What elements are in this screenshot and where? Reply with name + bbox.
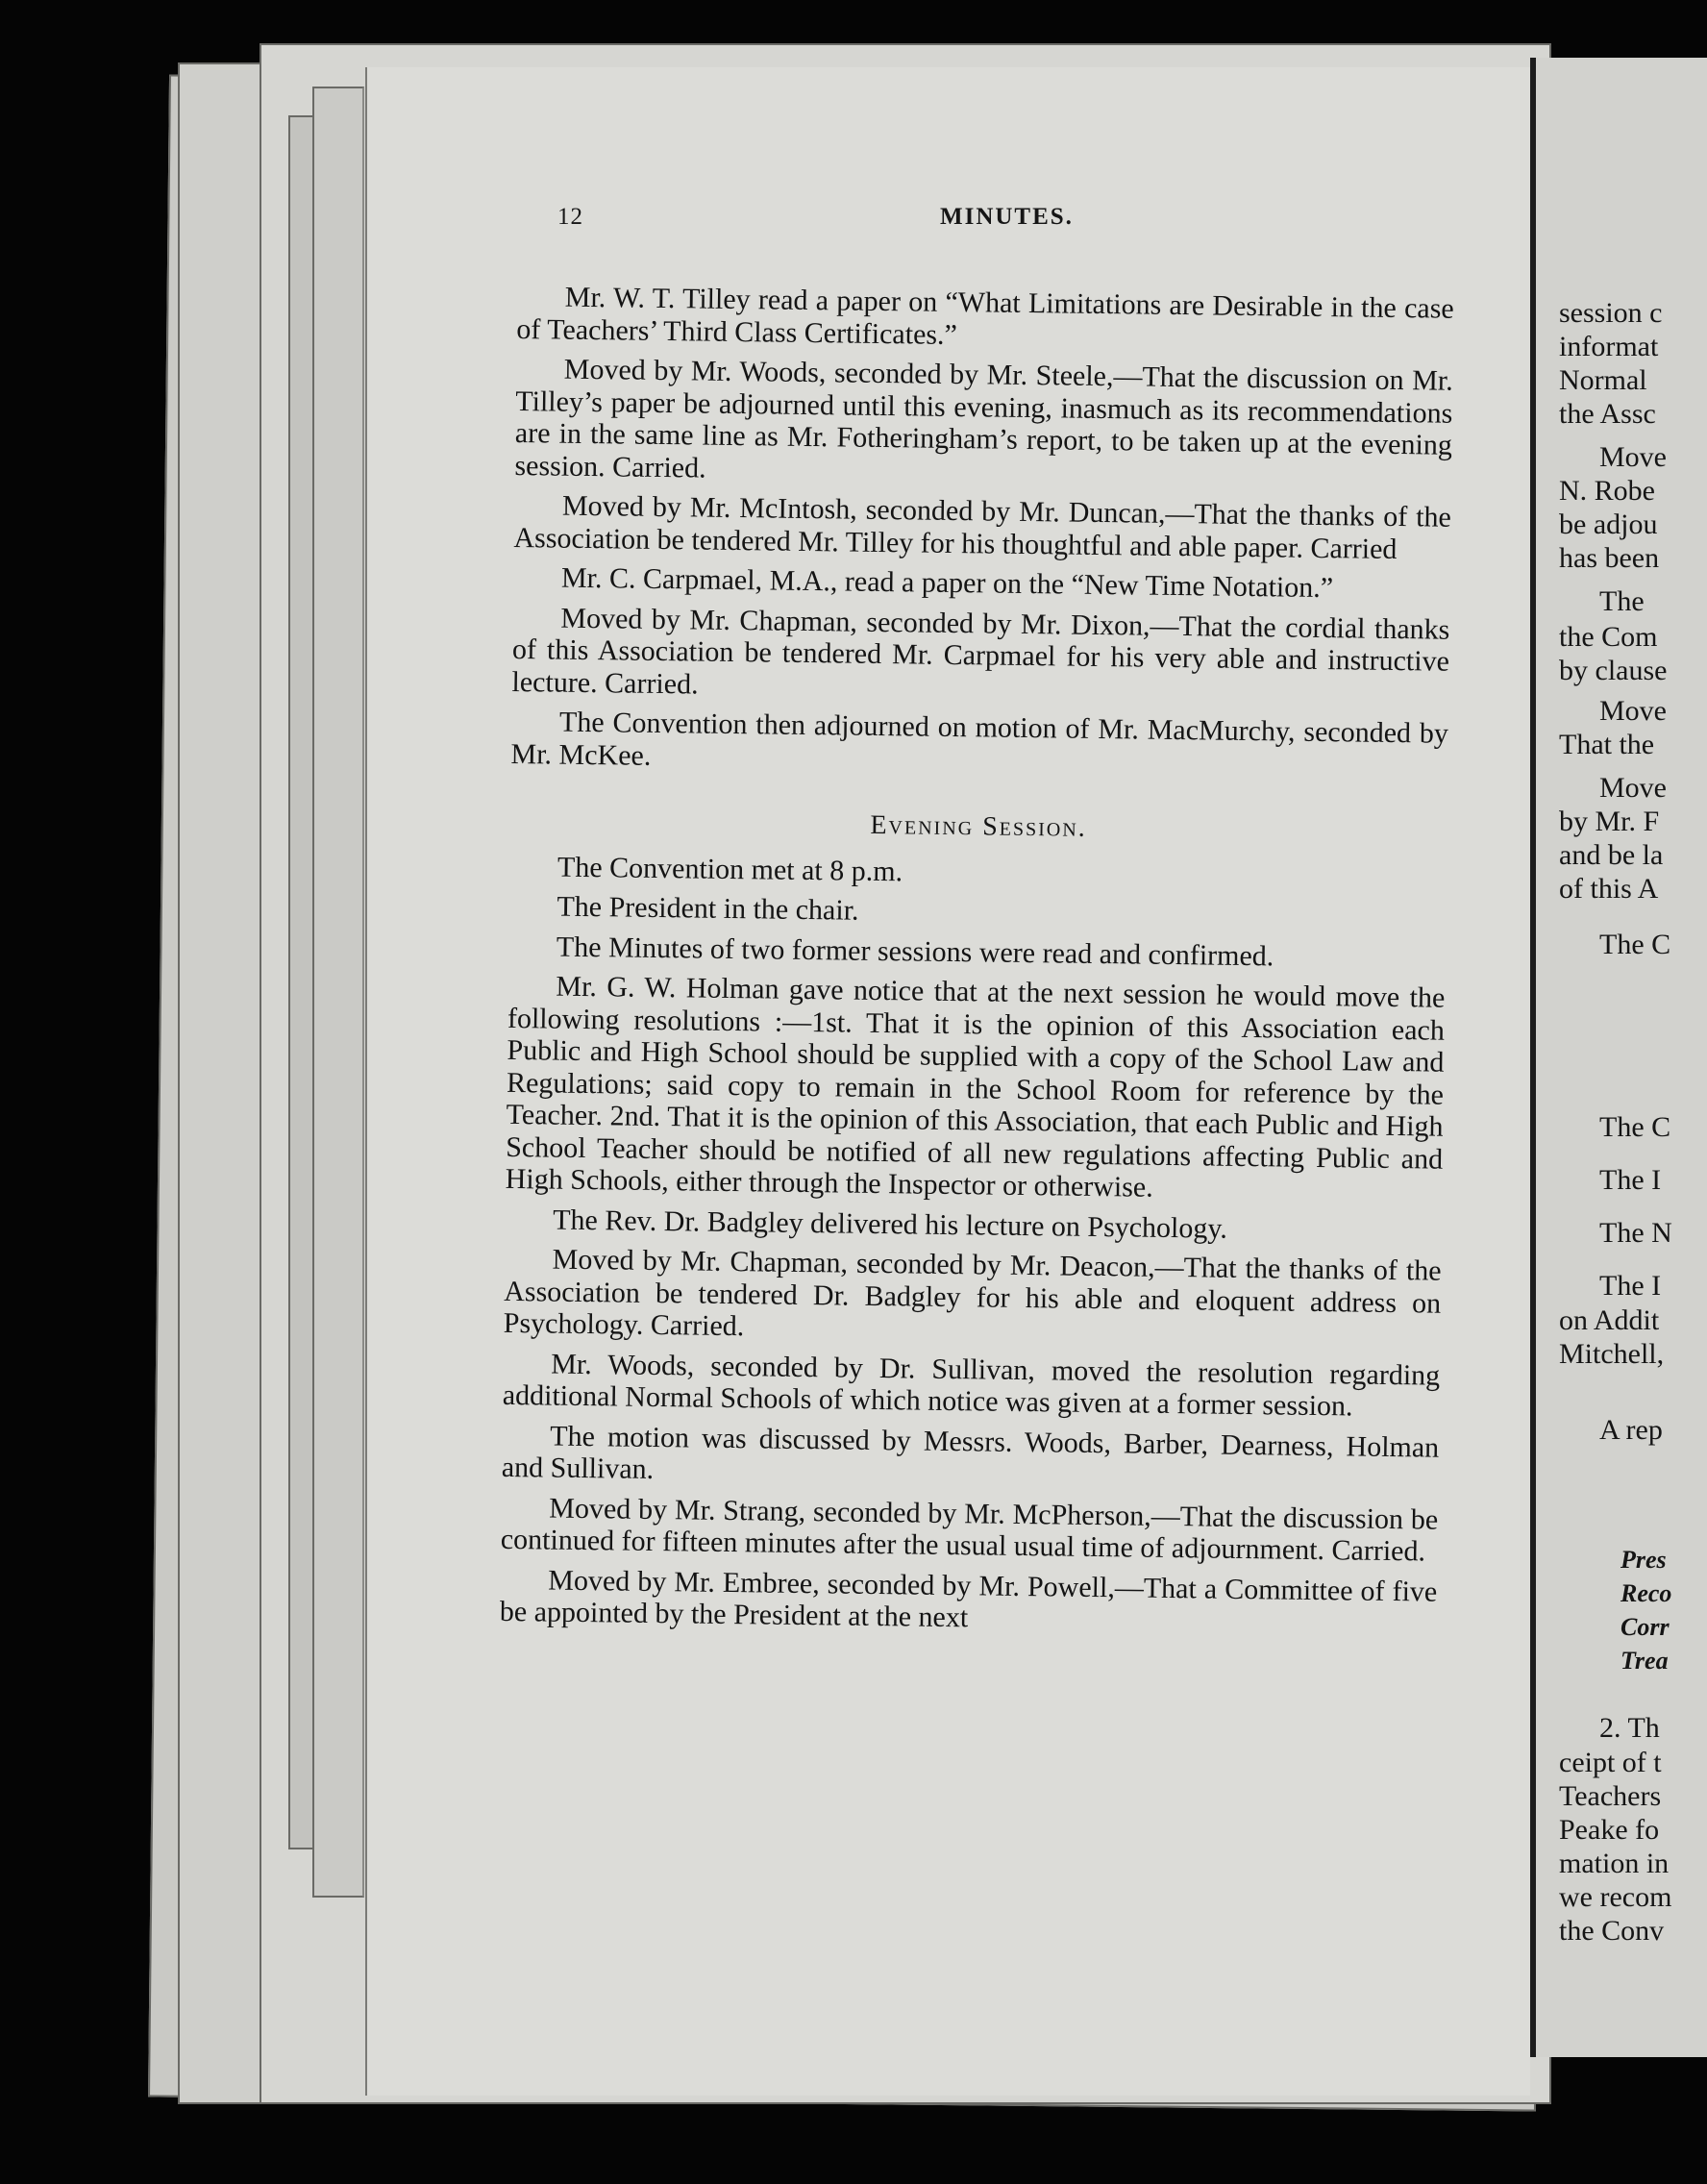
facing-line: we recom [1559,1881,1672,1913]
paragraph: The Convention then adjourned on motion of Mr. MacMurchy, seconded by Mr. McKee. [510,706,1449,772]
facing-line: and be la [1559,839,1664,871]
facing-line: The C [1599,929,1671,960]
paragraph: Moved by Mr. McIntosh, seconded by Mr. Duncan,—That the thanks of the Association be tendered Mr. Tilley for his thoughtful and able paper. Carried [513,489,1452,565]
facing-line: ceipt of t [1559,1747,1662,1778]
facing-line: Teachers [1559,1780,1662,1812]
facing-line: the Assc [1559,398,1656,430]
facing-line: A rep [1599,1414,1663,1446]
facing-line: has been [1559,542,1660,574]
facing-line: session c [1559,297,1663,329]
paragraph: Moved by Mr. Embree, seconded by Mr. Powell,—That a Committee of five be appointed by the President at the next [499,1564,1438,1634]
facing-line: Reco [1620,1579,1672,1607]
paragraph: Moved by Mr. Chapman, seconded by Mr. Dixon,—That the cordial thanks of this Association be tendered Mr. Carpmael for his very able and instructive lecture. Carried. [511,602,1450,701]
paragraph: Moved by Mr. Chapman, seconded by Mr. Deacon,—That the thanks of the Association be tendered Dr. Badgley for his able and eloquent address on Psychology. Carried. [503,1243,1442,1343]
facing-line: by Mr. F [1559,806,1660,837]
facing-line: of this A [1559,873,1659,905]
paragraph: Mr. Woods, seconded by Dr. Sullivan, moved the resolution regarding additional Normal Schools of which notice was given at a former session. [502,1348,1441,1423]
facing-line: The I [1599,1270,1662,1302]
facing-line: The N [1599,1217,1672,1249]
paragraph: Mr. C. Carpmael, M.A., read a paper on the “New Time Notation.” [560,561,1334,605]
facing-line: Trea [1620,1647,1669,1675]
facing-line: N. Robe [1559,475,1655,507]
running-title: MINUTES. [940,204,1074,230]
paragraph: Moved by Mr. Strang, seconded by Mr. McPherson,—That the discussion be continued for fifteen minutes after the usual usual time of adjournment. Carried. [500,1492,1439,1568]
facing-line: Pres [1620,1546,1667,1574]
facing-page [1530,58,1707,2057]
facing-line: Move [1599,441,1667,473]
facing-line: Peake fo [1559,1814,1660,1846]
facing-line: by clause [1559,655,1668,686]
facing-line: the Com [1559,621,1658,653]
paragraph: Moved by Mr. Woods, seconded by Mr. Steele,—That the discussion on Mr. Tilley’s paper be adjourned until this evening, inasmuch as its recommendations are in the same line as Mr. Fotheringham’s report, to be taken up at the evening session. Carried. [514,353,1453,484]
paragraph: Mr. G. W. Holman gave notice that at the next session he would move the following resolutions :—1st. That it is the opinion of this Association each Public and High School should be supplied with a copy of the School Law and Regulations; said copy to remain in the School Room for reference by the Teacher. 2nd. That it is the opinion of this Association, that each Public and High School Teacher should be notified of all new regulations affecting Public and High Schools, either through the Inspector or otherwise. [505,970,1446,1204]
paragraph: The motion was discussed by Messrs. Woods, Barber, Dearness, Holman and Sullivan. [501,1420,1440,1485]
facing-line: informat [1559,331,1659,362]
facing-line: Move [1599,695,1667,727]
facing-line: The I [1599,1164,1662,1196]
facing-line: the Conv [1559,1915,1665,1947]
facing-line: The C [1599,1111,1671,1143]
facing-line: be adjou [1559,509,1658,540]
section-heading: Evening Session. [870,809,1087,843]
facing-line: on Addit [1559,1304,1660,1336]
paragraph: The Convention met at 8 p.m. [557,851,903,887]
facing-line: Move [1599,772,1667,804]
paragraph: Mr. W. T. Tilley read a paper on “What Limitations are Desirable in the case of Teachers’ Third Class Certificates.” [516,281,1454,351]
facing-line: Normal [1559,364,1647,396]
paragraph: The President in the chair. [557,890,859,927]
page-number: 12 [557,204,583,230]
facing-line: mation in [1559,1848,1670,1879]
paragraph: The Minutes of two former sessions were read and confirmed. [556,931,1274,972]
facing-line: Mitchell, [1559,1338,1665,1370]
facing-line: That the [1559,729,1655,760]
paragraph: The Rev. Dr. Badgley delivered his lecture on Psychology. [553,1204,1228,1245]
facing-line: Corr [1620,1613,1670,1641]
underlying-page-edge [312,87,364,1898]
page-body [500,281,1454,1648]
facing-line: 2. Th [1599,1712,1660,1744]
running-head [557,204,1442,242]
facing-line: The [1599,585,1645,617]
